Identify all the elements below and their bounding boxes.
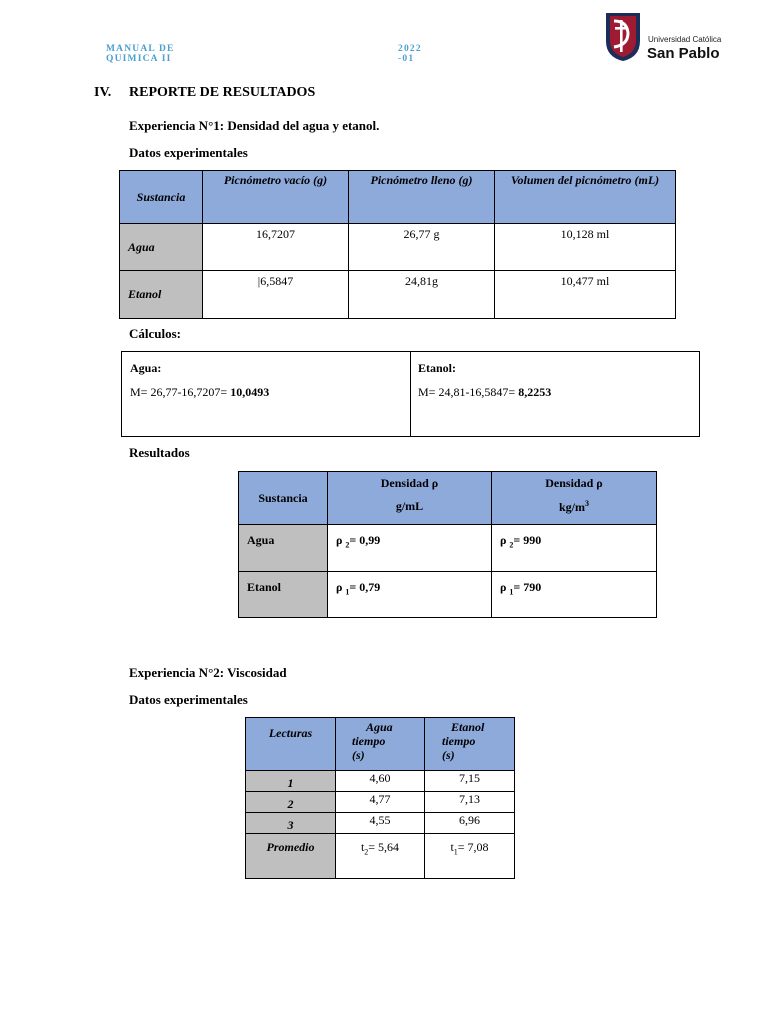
university-logo-icon	[603, 11, 643, 63]
exp1-title: Experiencia N°1: Densidad del agua y etanol.	[129, 118, 380, 133]
calc-box-agua	[121, 351, 411, 437]
lectura-1: 1	[246, 771, 336, 792]
promedio-etanol: $t_1= 7,08$	[425, 834, 515, 879]
header-sustancia: Sustancia	[120, 171, 203, 224]
calc-etanol-formula	[418, 385, 551, 400]
calc-heading: Cálculos:	[129, 326, 181, 341]
header-volumen: Volumen del picnómetro (mL)	[495, 171, 676, 224]
cell-etanol-vacio: |6,5847	[203, 271, 349, 319]
lectura-3: 3	[246, 813, 336, 834]
calc-etanol-result: 8,2253	[518, 385, 552, 399]
etanol-time-3: 6,96	[425, 813, 515, 834]
calc-agua-result: 10,0493	[230, 385, 270, 399]
section-title: REPORTE DE RESULTADOS	[129, 85, 316, 100]
logo-text-line2: San Pablo	[647, 45, 720, 62]
exp1-data-table	[119, 170, 676, 319]
results-header-density-kgm3	[492, 472, 657, 525]
results-table	[238, 471, 657, 618]
header-picnometro-vacio: Picnómetro vacío (g)	[203, 171, 349, 224]
promedio-agua: $t_2= 5,64$	[336, 834, 425, 879]
agua-time-2: 4,77	[336, 792, 425, 813]
calc-etanol-label: Etanol:	[418, 361, 457, 375]
results-row-agua: Agua	[239, 525, 328, 572]
calc-agua-formula	[130, 385, 269, 400]
row-label-etanol: Etanol	[120, 271, 203, 319]
calc-etanol-expr: M= 24,81-16,5847=	[418, 385, 519, 399]
header-lecturas: Lecturas	[246, 718, 336, 771]
year-line1: 2022	[398, 44, 422, 54]
row-label-agua: Agua	[120, 224, 203, 271]
manual-line1: MANUAL DE	[106, 44, 175, 54]
manual-title	[106, 44, 175, 64]
table-header-row	[120, 171, 676, 224]
viscosity-table	[245, 717, 515, 879]
year-label	[398, 44, 422, 64]
cell-etanol-volumen: 10,477 ml	[495, 271, 676, 319]
cell-etanol-lleno: 24,81g	[349, 271, 495, 319]
lectura-2: 2	[246, 792, 336, 813]
table-header-row	[239, 472, 657, 525]
calc-agua-label: Agua:	[130, 361, 162, 375]
agua-time-3: 4,55	[336, 813, 425, 834]
density-gml-line2: g/mL	[395, 499, 424, 513]
agua-time-1: 4,60	[336, 771, 425, 792]
results-heading: Resultados	[129, 445, 190, 460]
results-row-etanol: Etanol	[239, 572, 328, 618]
table-row	[246, 813, 515, 834]
calc-box-etanol	[410, 351, 700, 437]
results-header-density-gml	[328, 472, 492, 525]
density-kgm3-line2: $kg/m^3$	[558, 499, 589, 514]
manual-line2: QUIMICA II	[106, 54, 172, 64]
header-agua-tiempo: Agua tiempo (s)	[336, 718, 425, 771]
cell-agua-lleno: 26,77 g	[349, 224, 495, 271]
cell-agua-volumen: 10,128 ml	[495, 224, 676, 271]
results-agua-kgm3: ρ $_2$= 990	[492, 525, 657, 572]
section-number: IV.	[94, 85, 112, 100]
exp2-title: Experiencia N°2: Viscosidad	[129, 665, 287, 680]
etanol-time-1: 7,15	[425, 771, 515, 792]
results-agua-gml: ρ $_2$= 0,99	[328, 525, 492, 572]
exp2-data-heading: Datos experimentales	[129, 692, 248, 707]
table-row	[246, 771, 515, 792]
table-header-row	[246, 718, 515, 771]
header-etanol-tiempo: Etanol tiempo (s)	[425, 718, 515, 771]
promedio-label: Promedio	[246, 834, 336, 879]
etanol-time-2: 7,13	[425, 792, 515, 813]
header-picnometro-lleno: Picnómetro lleno (g)	[349, 171, 495, 224]
table-row	[239, 572, 657, 618]
calc-agua-expr: M= 26,77-16,7207=	[130, 385, 231, 399]
table-row	[246, 834, 515, 879]
table-row	[120, 271, 676, 319]
density-gml-line1: Densidad ρ	[380, 476, 439, 490]
exp1-data-heading: Datos experimentales	[129, 145, 248, 160]
table-row	[120, 224, 676, 271]
logo-text-line1: Universidad Católica	[648, 35, 722, 44]
results-header-sustancia: Sustancia	[239, 472, 328, 525]
table-row	[239, 525, 657, 572]
density-kgm3-line1: Densidad ρ	[545, 476, 603, 490]
table-row	[246, 792, 515, 813]
cell-agua-vacio: 16,7207	[203, 224, 349, 271]
year-line2: -01	[398, 54, 415, 64]
results-etanol-kgm3: ρ $_1$= 790	[492, 572, 657, 618]
results-etanol-gml: ρ $_1$= 0,79	[328, 572, 492, 618]
